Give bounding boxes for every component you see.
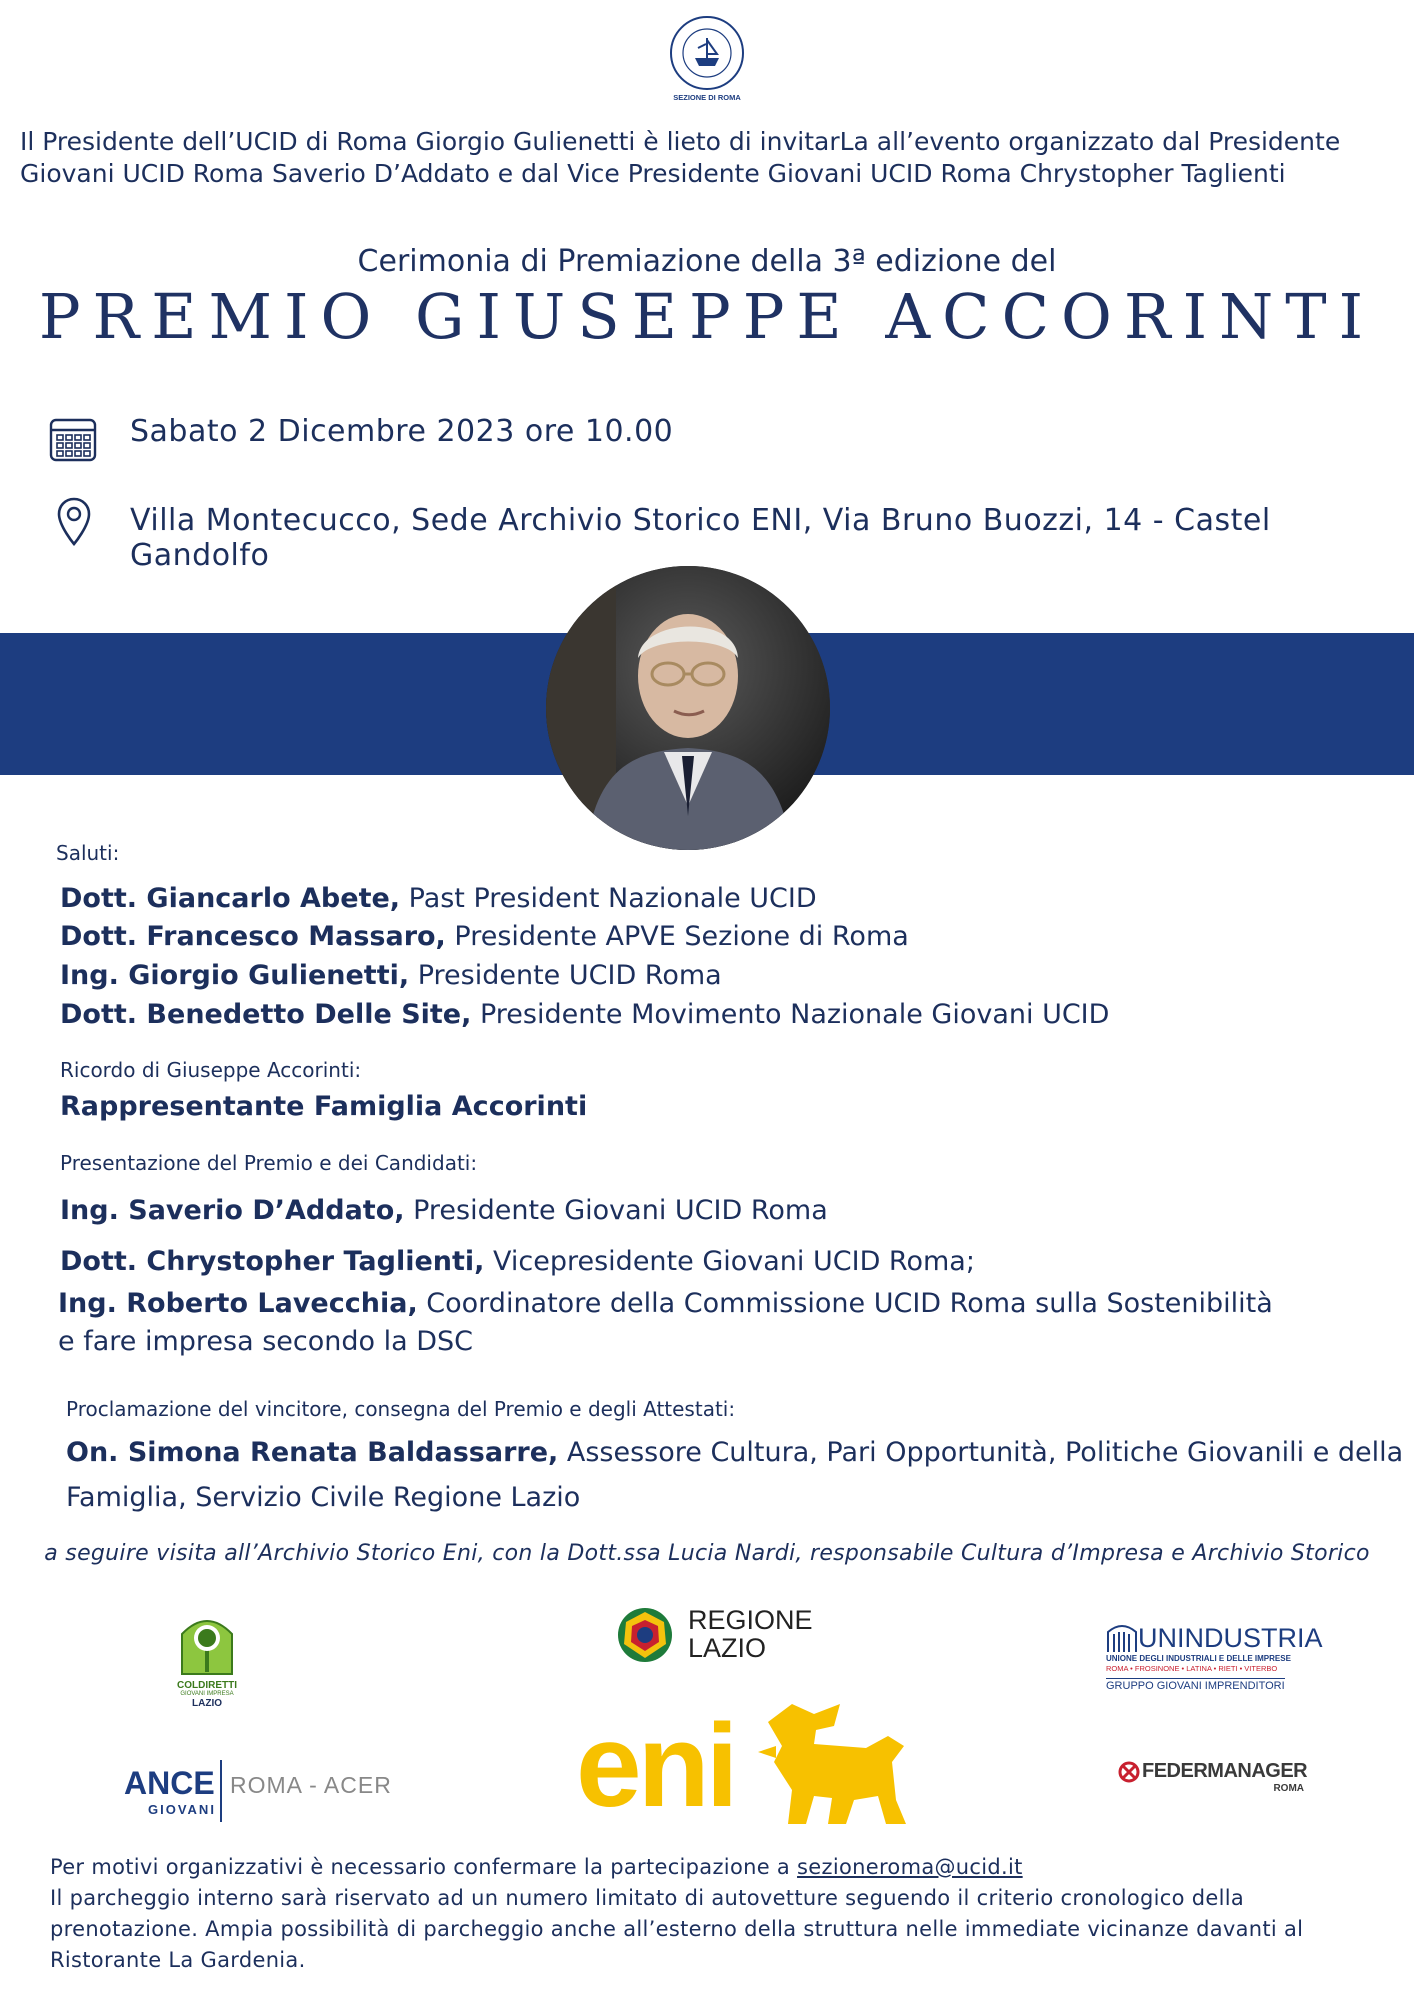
proclamazione-item xyxy=(66,1437,1403,1468)
speaker-role: Presidente Giovani UCID Roma xyxy=(404,1195,828,1226)
proclamazione-label: Proclamazione del vincitore, consegna del Premio e degli Attestati: xyxy=(66,1397,736,1421)
ance-logo xyxy=(124,1760,394,1826)
calendar-icon xyxy=(48,414,98,464)
speaker-role: Presidente UCID Roma xyxy=(409,960,722,991)
ance-sub: GIOVANI xyxy=(148,1802,216,1817)
saluti-item xyxy=(60,883,817,914)
eni-logo xyxy=(576,1700,916,1830)
presentazione-item xyxy=(58,1288,1273,1319)
speaker-role: Past President Nazionale UCID xyxy=(400,883,817,914)
speaker-name: Ing. Giorgio Gulienetti, xyxy=(60,960,410,991)
presentazione-continuation: e fare impresa secondo la DSC xyxy=(58,1326,474,1357)
presentazione-item xyxy=(60,1195,828,1226)
regione-lazio-line1: REGIONE xyxy=(688,1605,813,1635)
speaker-name: Dott. Giancarlo Abete, xyxy=(60,883,401,914)
speaker-name: Rappresentante Famiglia Accorinti xyxy=(60,1091,588,1122)
presentazione-item xyxy=(60,1246,975,1277)
footer-line-3: prenotazione. Ampia possibilità di parcheggio anche all’esterno della struttura nelle immediate vicinanze davanti al xyxy=(50,1917,1304,1941)
unindustria-line2: ROMA • FROSINONE • LATINA • RIETI • VITERBO xyxy=(1106,1664,1278,1673)
federmanager-logo xyxy=(1118,1760,1308,1794)
intro-line-1: Il Presidente dell’UCID di Roma Giorgio Gulienetti è lieto di invitarLa all’evento organizzato dal Presidente xyxy=(20,127,1341,156)
coldiretti-name: COLDIRETTI xyxy=(177,1680,237,1691)
saluti-item xyxy=(60,921,909,952)
saluti-item xyxy=(60,999,1109,1030)
proclamazione-continuation: Famiglia, Servizio Civile Regione Lazio xyxy=(66,1482,581,1513)
speaker-role: Vicepresidente Giovani UCID Roma; xyxy=(484,1246,975,1277)
portrait-photo xyxy=(546,566,830,850)
eni-wordmark: eni xyxy=(576,1700,735,1832)
speaker-name: Ing. Roberto Lavecchia, xyxy=(58,1288,418,1319)
event-title: PREMIO GIUSEPPE ACCORINTI xyxy=(38,280,1376,353)
rsvp-text: Per motivi organizzativi è necessario confermare la partecipazione a xyxy=(50,1855,798,1879)
ucid-seal-logo xyxy=(668,14,746,104)
seal-section-text: SEZIONE DI ROMA xyxy=(673,93,741,102)
ricordo-item xyxy=(60,1091,587,1122)
ance-side: ROMA - ACER xyxy=(230,1772,392,1798)
ance-divider xyxy=(220,1760,222,1822)
speaker-name: Dott. Francesco Massaro, xyxy=(60,921,446,952)
email-link[interactable]: sezioneroma@ucid.it xyxy=(797,1855,1023,1879)
intro-line-2: Giovani UCID Roma Saverio D’Addato e dal Vice Presidente Giovani UCID Roma Chrystopher Taglienti xyxy=(20,159,1286,188)
event-subtitle: Cerimonia di Premiazione della 3ª edizione del xyxy=(357,244,1057,279)
speaker-role: Coordinatore della Commissione UCID Roma sulla Sostenibilità xyxy=(417,1288,1273,1319)
coldiretti-region: LAZIO xyxy=(192,1698,222,1709)
unindustria-line3: GRUPPO GIOVANI IMPRENDITORI xyxy=(1106,1680,1285,1692)
event-location: Villa Montecucco, Sede Archivio Storico ENI, Via Bruno Buozzi, 14 - Castel Gandolfo xyxy=(130,503,1271,573)
saluti-item xyxy=(60,960,722,991)
regione-lazio-emblem-icon xyxy=(616,1606,674,1664)
speaker-role: Presidente Movimento Nazionale Giovani UCID xyxy=(471,999,1110,1030)
federmanager-mark-icon xyxy=(1118,1761,1140,1783)
event-date: Sabato 2 Dicembre 2023 ore 10.00 xyxy=(130,414,674,449)
unindustria-columns-icon xyxy=(1106,1624,1138,1652)
footer-line-2: Il parcheggio interno sarà riservato ad un numero limitato di autovetture seguendo il criterio cronologico della xyxy=(50,1886,1245,1910)
ance-name: ANCE xyxy=(124,1765,215,1801)
unindustria-logo xyxy=(1106,1624,1326,1693)
footer-line-4: Ristorante La Gardenia. xyxy=(50,1948,306,1972)
map-pin-icon xyxy=(56,496,92,548)
speaker-role: Assessore Cultura, Pari Opportunità, Politiche Giovanili e della xyxy=(558,1437,1404,1468)
speaker-name: Dott. Benedetto Delle Site, xyxy=(60,999,472,1030)
federmanager-sub: ROMA xyxy=(1273,1783,1304,1794)
federmanager-name: FEDERMANAGER xyxy=(1142,1760,1308,1782)
saluti-label: Saluti: xyxy=(56,841,120,865)
footer-line-1 xyxy=(50,1852,1390,1883)
regione-lazio-line2: LAZIO xyxy=(688,1633,767,1663)
speaker-name: On. Simona Renata Baldassarre, xyxy=(66,1437,559,1468)
unindustria-line1: UNIONE DEGLI INDUSTRIALI E DELLE IMPRESE xyxy=(1106,1654,1291,1663)
follow-up-note: a seguire visita all’Archivio Storico Eni, con la Dott.ssa Lucia Nardi, responsabile Cultura d’Impresa e Archivio Storico xyxy=(44,1541,1370,1566)
speaker-role: Presidente APVE Sezione di Roma xyxy=(445,921,909,952)
coldiretti-tree-icon xyxy=(176,1614,238,1676)
regione-lazio-logo xyxy=(616,1604,836,1664)
presentazione-label: Presentazione del Premio e dei Candidati: xyxy=(60,1151,478,1175)
speaker-name: Dott. Chrystopher Taglienti, xyxy=(60,1246,485,1277)
eni-dog-icon xyxy=(754,1700,912,1828)
unindustria-name: UNINDUSTRIA xyxy=(1138,1623,1323,1653)
speaker-name: Ing. Saverio D’Addato, xyxy=(60,1195,405,1226)
coldiretti-sub: GIOVANI IMPRESA xyxy=(180,1691,234,1697)
coldiretti-logo xyxy=(172,1614,242,1709)
ricordo-label: Ricordo di Giuseppe Accorinti: xyxy=(60,1058,362,1082)
